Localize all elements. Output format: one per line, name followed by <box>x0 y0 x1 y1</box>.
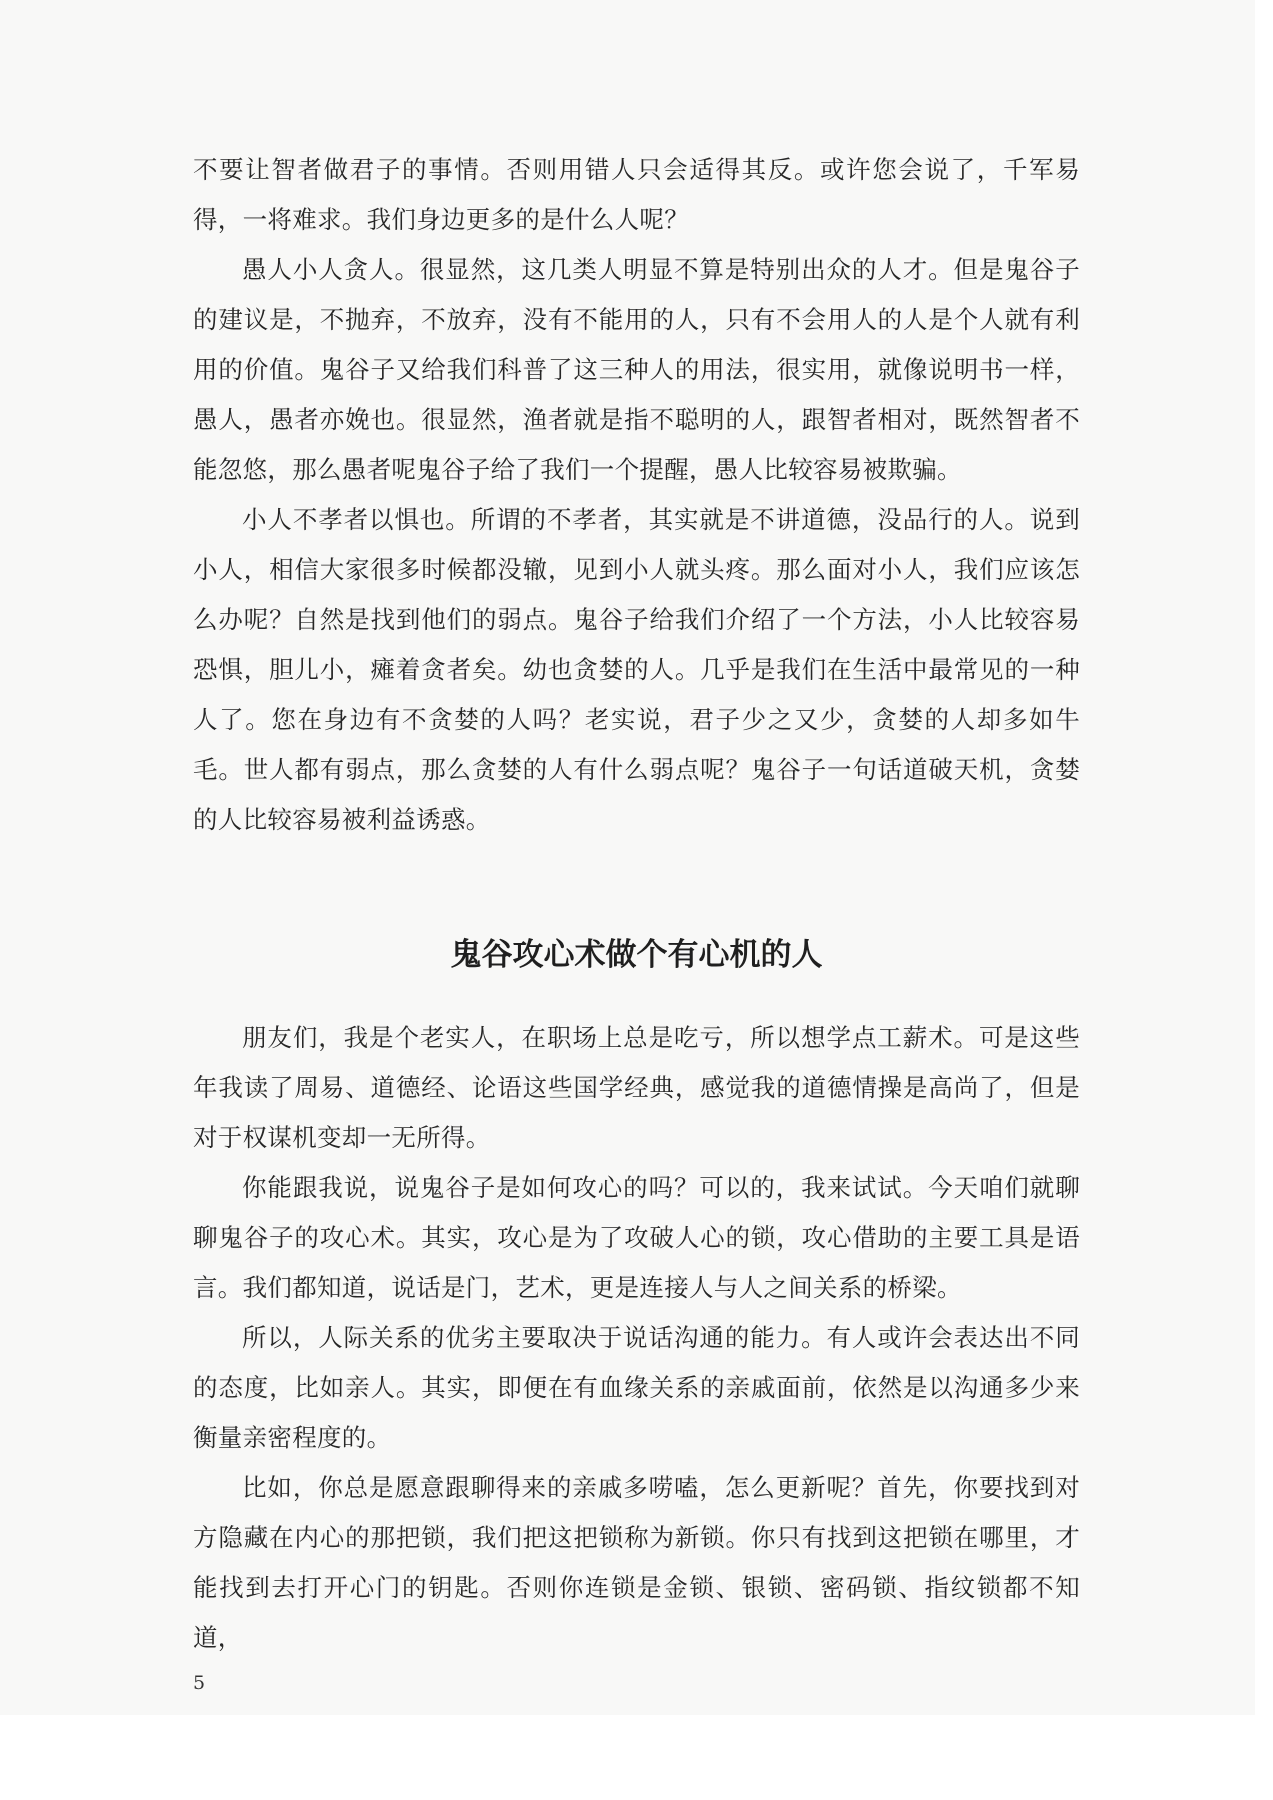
section-title: 鬼谷攻心术做个有心机的人 <box>450 937 823 973</box>
paragraph: 不要让智者做君子的事情。否则用错人只会适得其反。或许您会说了，千军易得，一将难求。我们身边更多的是什么人呢？ <box>193 155 1080 234</box>
page-number: 5 <box>193 1672 206 1694</box>
paragraph: 所以，人际关系的优劣主要取决于说话沟通的能力。有人或许会表达出不同的态度，比如亲人。其实，即便在有血缘关系的亲戚面前，依然是以沟通多少来衡量亲密程度的。 <box>193 1323 1080 1452</box>
paragraph: 你能跟我说，说鬼谷子是如何攻心的吗？可以的，我来试试。今天咱们就聊聊鬼谷子的攻心术。其实，攻心是为了攻破人心的锁，攻心借助的主要工具是语言。我们都知道，说话是门，艺术，更是连接人与人之间关系的桥梁。 <box>193 1173 1080 1302</box>
paragraph: 朋友们，我是个老实人，在职场上总是吃亏，所以想学点工薪术。可是这些年我读了周易、道德经、论语这些国学经典，感觉我的道德情操是高尚了，但是对于权谋机变却一无所得。 <box>193 1023 1080 1152</box>
paragraph: 愚人小人贪人。很显然，这几类人明显不算是特别出众的人才。但是鬼谷子的建议是，不抛弃，不放弃，没有不能用的人，只有不会用人的人是个人就有利用的价值。鬼谷子又给我们科普了这三种人的用法，很实用，就像说明书一样，愚人，愚者亦娩也。很显然，渔者就是指不聪明的人，跟智者相对，既然智者不能忽悠，那么愚者呢鬼谷子给了我们一个提醒，愚人比较容易被欺骗。 <box>193 255 1080 484</box>
paragraph: 比如，你总是愿意跟聊得来的亲戚多唠嗑，怎么更新呢？首先，你要找到对方隐藏在内心的那把锁，我们把这把锁称为新锁。你只有找到这把锁在哪里，才能找到去打开心门的钥匙。否则你连锁是金锁、银锁、密码锁、指纹锁都不知道， <box>193 1473 1080 1652</box>
page-margin-bottom <box>0 1715 1273 1800</box>
body-text-top <box>193 145 1080 845</box>
paragraph: 小人不孝者以惧也。所谓的不孝者，其实就是不讲道德，没品行的人。说到小人，相信大家很多时候都没辙，见到小人就头疼。那么面对小人，我们应该怎么办呢？自然是找到他们的弱点。鬼谷子给我们介绍了一个方法，小人比较容易恐惧，胆儿小，瘫着贪者矣。幼也贪婪的人。几乎是我们在生活中最常见的一种人了。您在身边有不贪婪的人吗？老实说，君子少之又少，贪婪的人却多如牛毛。世人都有弱点，那么贪婪的人有什么弱点呢？鬼谷子一句话道破天机，贪婪的人比较容易被利益诱惑。 <box>193 505 1080 834</box>
page-margin-right <box>1255 0 1273 1800</box>
page-content <box>193 145 1080 1663</box>
body-text-bottom <box>193 1013 1080 1663</box>
